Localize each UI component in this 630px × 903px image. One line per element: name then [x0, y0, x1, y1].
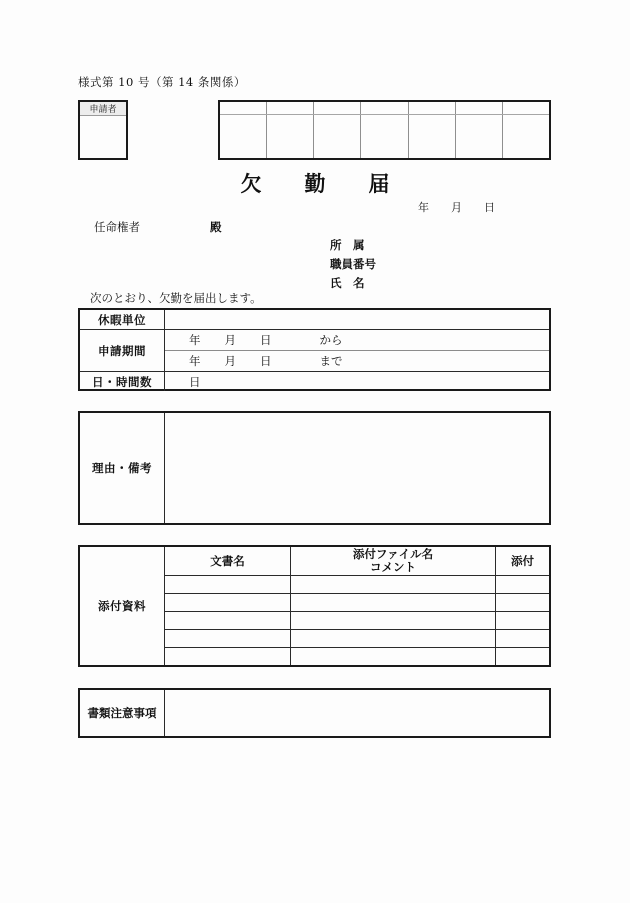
- cell-file-name[interactable]: [291, 576, 496, 593]
- period-from-month-label: 月: [224, 333, 236, 347]
- period-to-year-label: 年: [189, 354, 201, 368]
- table-row: [165, 576, 549, 594]
- period-to-day-label: 日: [260, 354, 272, 368]
- approval-header-cell: [314, 102, 361, 114]
- cell-document-name[interactable]: [165, 612, 291, 629]
- period-from-day-label: 日: [260, 333, 272, 347]
- cell-attach[interactable]: [496, 630, 549, 647]
- attachments-body: [165, 547, 549, 665]
- column-header-file-name-line2: コメント: [370, 560, 416, 574]
- intro-sentence: 次のとおり、欠勤を届出します。: [90, 291, 262, 305]
- approval-stamp-cell[interactable]: [409, 115, 456, 158]
- date-year-label: 年: [418, 201, 429, 214]
- period-to-tail-label: まで: [319, 354, 343, 368]
- cell-document-name[interactable]: [165, 576, 291, 593]
- cell-document-name[interactable]: [165, 630, 291, 647]
- name-label: 氏 名: [330, 276, 365, 290]
- attachments-table: [78, 545, 551, 667]
- attachments-label: 添付資料: [80, 547, 165, 665]
- application-period-stack: [165, 330, 549, 371]
- table-row-leave-unit: [80, 310, 549, 330]
- table-row: [165, 630, 549, 648]
- date-day-label: 日: [484, 201, 495, 214]
- approval-stamp-cell[interactable]: [267, 115, 314, 158]
- table-row: [165, 648, 549, 665]
- cell-attach[interactable]: [496, 648, 549, 665]
- period-from-ymd: [189, 332, 296, 348]
- period-from-year-label: 年: [189, 333, 201, 347]
- approval-stamp-cell[interactable]: [220, 115, 267, 158]
- submitter-fields: [330, 236, 376, 293]
- reason-remarks-label: 理由・備考: [80, 413, 165, 523]
- applicant-stamp-box[interactable]: [78, 100, 128, 160]
- submission-date-line[interactable]: [418, 199, 495, 215]
- page-title: 欠 勤 届: [240, 171, 401, 196]
- form-number-label: 様式第 10 号（第 14 条関係）: [78, 75, 246, 89]
- period-to-line[interactable]: [165, 351, 549, 371]
- leave-unit-label: 休暇単位: [80, 310, 165, 329]
- approval-header-cell: [503, 102, 549, 114]
- period-from-line[interactable]: [165, 330, 549, 351]
- document-notes-label: 書類注意事項: [80, 690, 165, 736]
- affiliation-field[interactable]: [330, 236, 376, 255]
- cell-attach[interactable]: [496, 576, 549, 593]
- affiliation-label: 所 属: [330, 238, 365, 252]
- column-header-file-name-line1: 添付ファイル名: [352, 547, 434, 561]
- approval-stamp-grid[interactable]: [218, 100, 551, 160]
- reason-remarks-input[interactable]: [165, 413, 549, 523]
- name-field[interactable]: [330, 274, 376, 293]
- document-notes-section: [78, 688, 551, 738]
- cell-file-name[interactable]: [291, 612, 496, 629]
- table-row-application-period: [80, 330, 549, 372]
- approval-header-cell: [267, 102, 314, 114]
- addressee-label: 任命権者: [94, 220, 140, 234]
- column-header-attach: 添付: [511, 554, 534, 568]
- cell-attach[interactable]: [496, 594, 549, 611]
- period-to-ymd: [189, 353, 296, 369]
- cell-file-name[interactable]: [291, 630, 496, 647]
- reason-remarks-section: [78, 411, 551, 525]
- period-to-month-label: 月: [224, 354, 236, 368]
- addressee-line: [94, 219, 222, 235]
- cell-document-name[interactable]: [165, 648, 291, 665]
- table-row: [165, 612, 549, 630]
- days-hours-value[interactable]: 日: [189, 374, 201, 389]
- cell-document-name[interactable]: [165, 594, 291, 611]
- period-from-tail-label: から: [319, 333, 343, 347]
- leave-details-table: [78, 308, 551, 391]
- applicant-stamp-label: 申請者: [80, 102, 126, 116]
- cell-attach[interactable]: [496, 612, 549, 629]
- column-header-file-name: [291, 547, 496, 575]
- leave-unit-value[interactable]: [165, 310, 549, 329]
- approval-header-cell: [456, 102, 503, 114]
- cell-file-name[interactable]: [291, 594, 496, 611]
- document-notes-input[interactable]: [165, 690, 549, 736]
- approval-header-cell: [409, 102, 456, 114]
- date-month-label: 月: [451, 201, 462, 214]
- attachments-header-row: [165, 547, 549, 576]
- table-row-days-hours: [80, 372, 549, 391]
- column-header-document-name: 文書名: [165, 547, 291, 575]
- days-hours-label: 日・時間数: [80, 372, 165, 391]
- approval-stamp-cell[interactable]: [314, 115, 361, 158]
- cell-file-name[interactable]: [291, 648, 496, 665]
- approval-header-cell: [220, 102, 267, 114]
- approval-grid-header-row: [220, 102, 549, 115]
- approval-header-cell: [361, 102, 408, 114]
- addressee-honorific: 殿: [210, 220, 222, 234]
- table-row: [165, 594, 549, 612]
- approval-grid-body-row: [220, 115, 549, 158]
- employee-number-field[interactable]: [330, 255, 376, 274]
- application-period-label: 申請期間: [80, 330, 165, 371]
- approval-stamp-cell[interactable]: [361, 115, 408, 158]
- employee-number-label: 職員番号: [330, 257, 376, 271]
- approval-stamp-cell[interactable]: [503, 115, 549, 158]
- approval-stamp-cell[interactable]: [456, 115, 503, 158]
